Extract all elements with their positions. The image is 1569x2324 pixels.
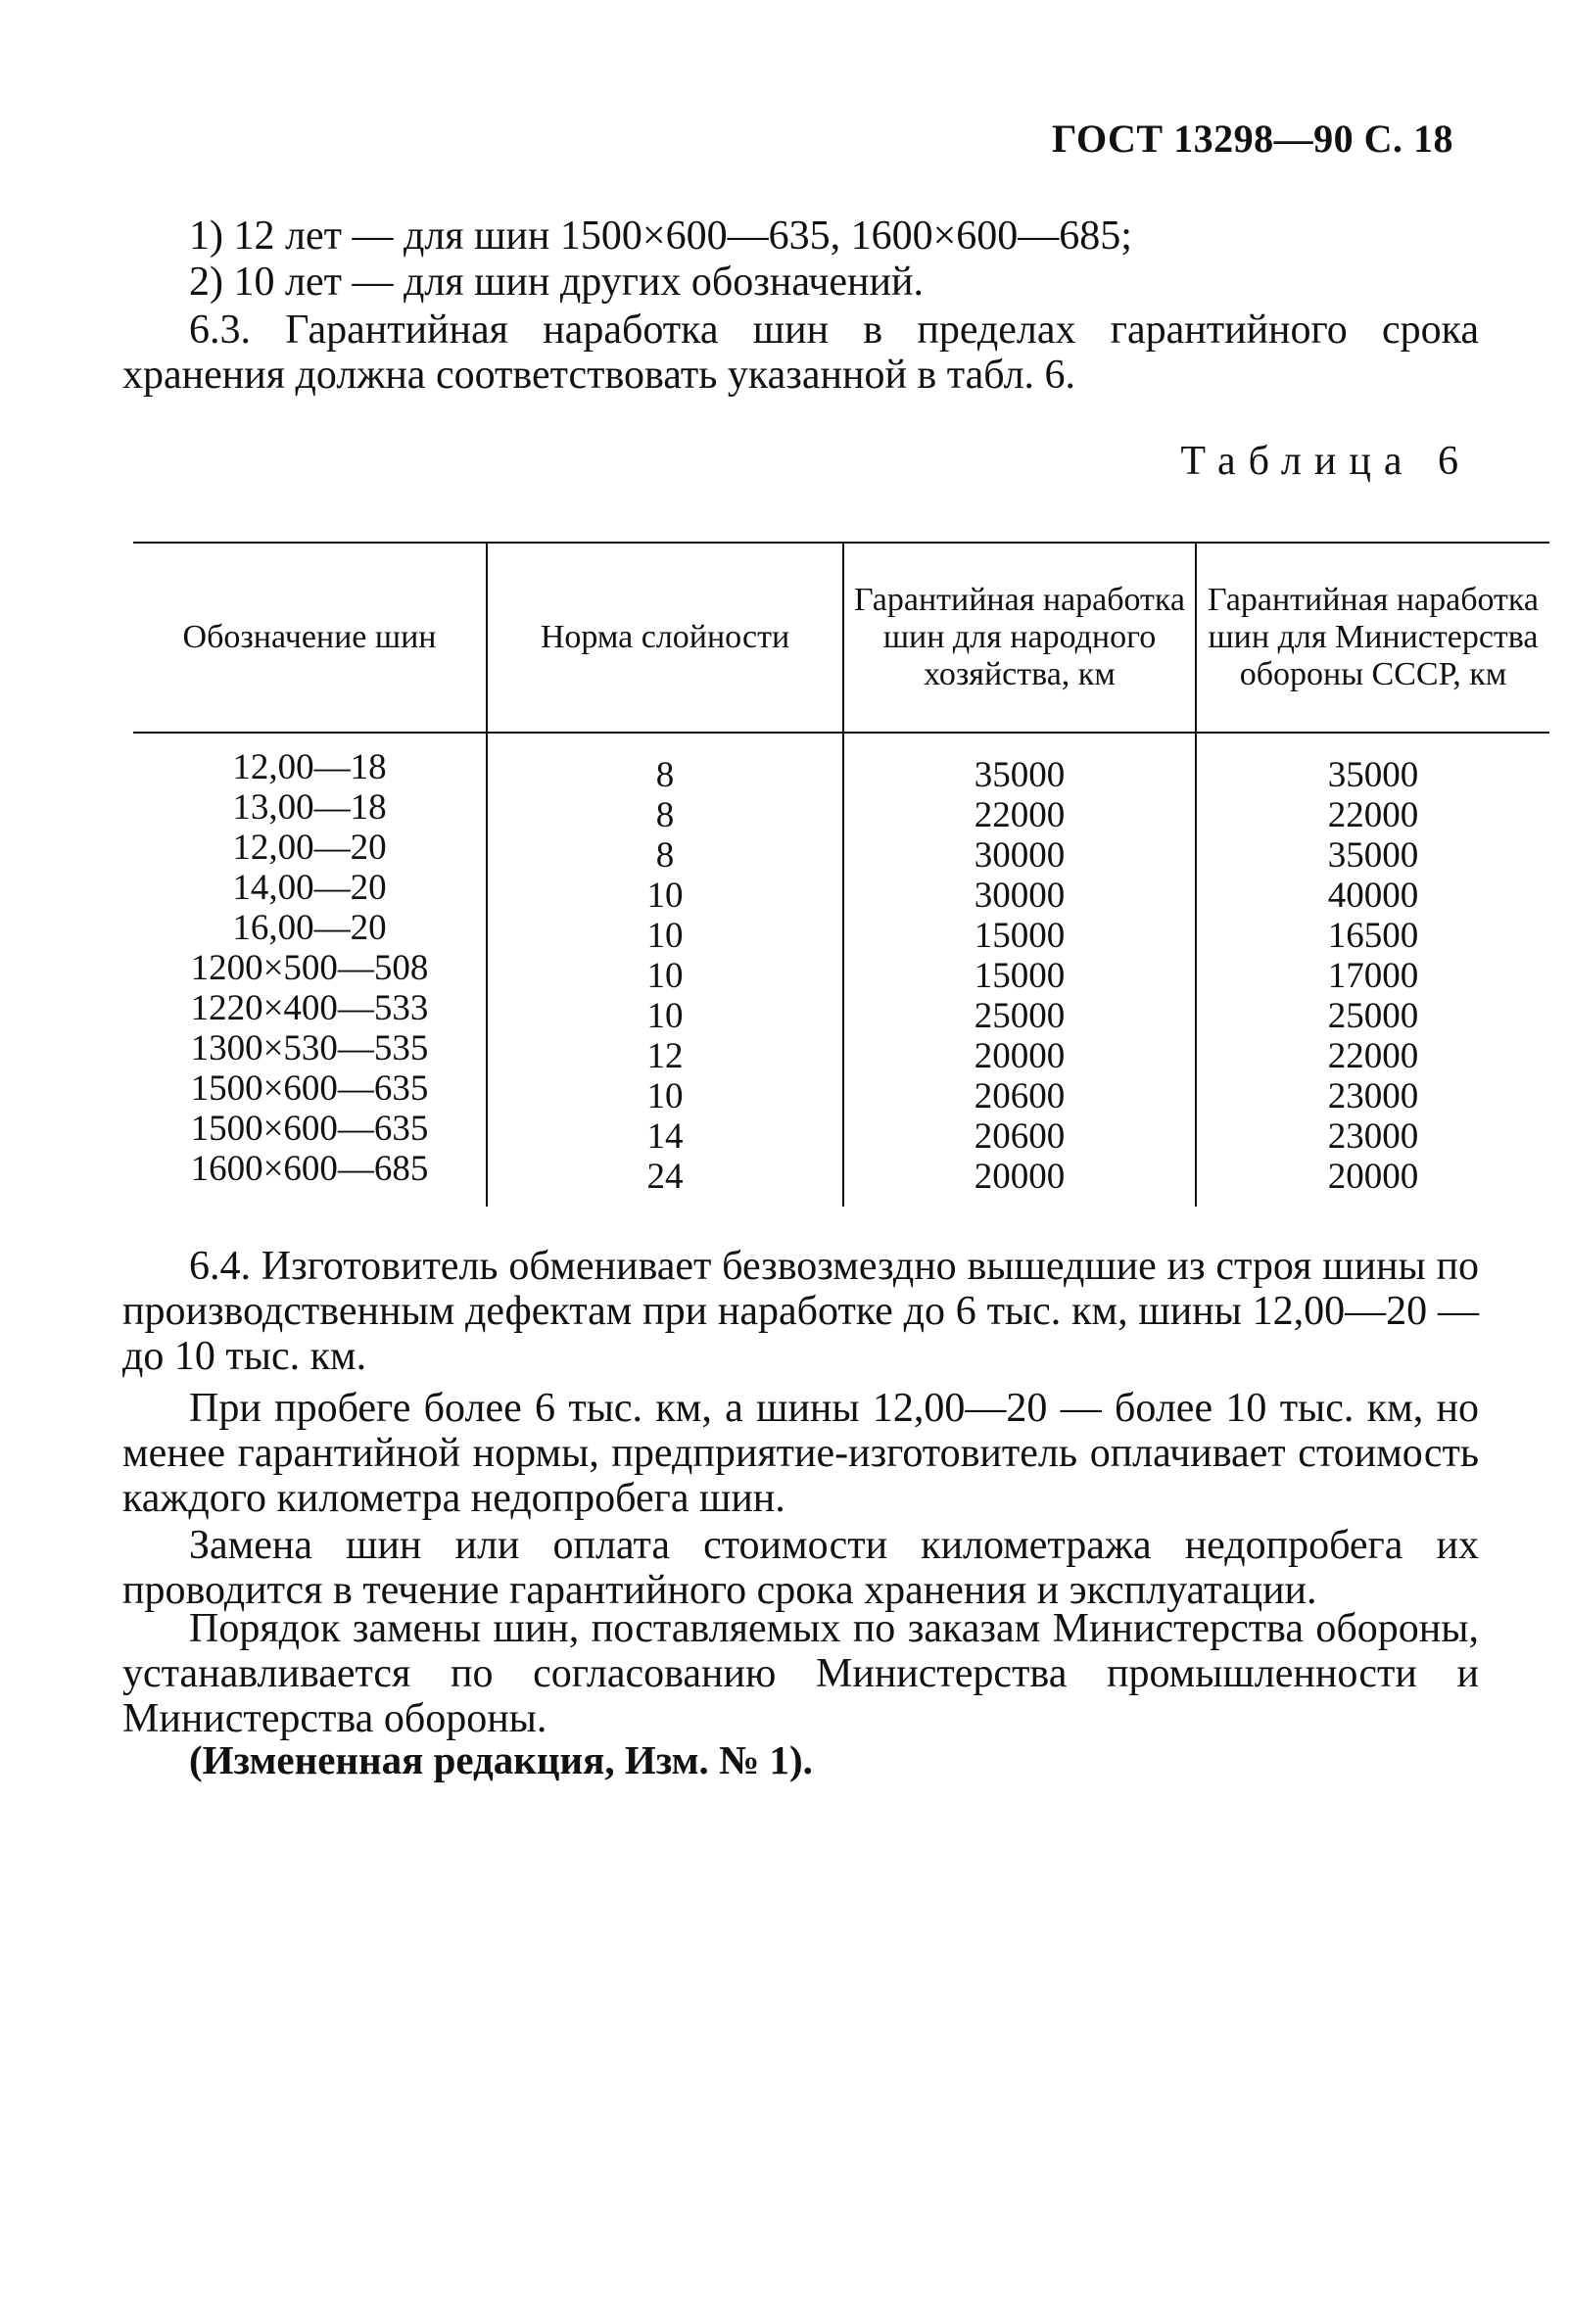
cell-national: 20000	[974, 1036, 1066, 1076]
cell-national: 15000	[974, 916, 1066, 956]
national-column	[843, 733, 1196, 1207]
cell-ply: 24	[646, 1157, 684, 1197]
cell-ply: 10	[646, 996, 684, 1036]
paragraph-replacement: Замена шин или оплата стоимости километража недопробега их проводится в течение гарантийного срока хранения и эксплуатации.	[122, 1523, 1479, 1613]
warranty-table	[133, 542, 1549, 1207]
cell-ply: 8	[655, 835, 675, 876]
amendment-note: (Измененная редакция, Изм. № 1).	[189, 1737, 813, 1782]
cell-defense: 40000	[1327, 876, 1419, 916]
cell-ply: 8	[655, 795, 675, 835]
cell-designation: 14,00—20	[232, 868, 387, 908]
header-ply: Норма слойности	[487, 543, 843, 733]
cell-defense: 35000	[1327, 755, 1419, 795]
cell-national: 35000	[974, 755, 1066, 795]
cell-national: 22000	[974, 795, 1066, 835]
cell-ply: 8	[655, 755, 675, 795]
cell-ply: 12	[646, 1036, 684, 1076]
cell-national: 20600	[974, 1116, 1066, 1157]
paragraph-6-4: 6.4. Изготовитель обменивает безвозмездно вышедшие из строя шины по производственным дефектам при наработке до 6 тыс. км, шины 12,00—20 — до 10 тыс. км.	[122, 1244, 1479, 1379]
cell-ply: 10	[646, 1076, 684, 1116]
cell-defense: 25000	[1327, 996, 1419, 1036]
cell-national: 30000	[974, 835, 1066, 876]
cell-defense: 23000	[1327, 1076, 1419, 1116]
cell-designation: 1200×500—508	[190, 948, 429, 988]
cell-national: 30000	[974, 876, 1066, 916]
table-header-row	[133, 543, 1549, 733]
header-national: Гарантийная наработка шин для народного хозяйства, км	[843, 543, 1196, 733]
header-defense: Гарантийная наработка шин для Министерства обороны СССР, км	[1196, 543, 1549, 733]
cell-national: 25000	[974, 996, 1066, 1036]
cell-designation: 1600×600—685	[190, 1149, 429, 1189]
cell-national: 20600	[974, 1076, 1066, 1116]
cell-ply: 10	[646, 876, 684, 916]
cell-ply: 10	[646, 956, 684, 996]
cell-defense: 20000	[1327, 1157, 1419, 1197]
cell-defense: 16500	[1327, 916, 1419, 956]
cell-designation: 1500×600—635	[190, 1068, 429, 1109]
cell-ply: 10	[646, 916, 684, 956]
cell-designation: 1500×600—635	[190, 1109, 429, 1149]
table-title: Таблица 6	[1180, 439, 1471, 484]
cell-designation: 1300×530—535	[190, 1028, 429, 1068]
cell-designation: 12,00—18	[232, 747, 387, 787]
cell-designation: 16,00—20	[232, 908, 387, 948]
cell-national: 15000	[974, 956, 1066, 996]
cell-designation: 13,00—18	[232, 787, 387, 828]
ply-column	[487, 733, 843, 1207]
cell-defense: 17000	[1327, 956, 1419, 996]
cell-designation: 1220×400—533	[190, 988, 429, 1028]
cell-defense: 23000	[1327, 1116, 1419, 1157]
cell-designation: 12,00—20	[232, 828, 387, 868]
cell-national: 20000	[974, 1157, 1066, 1197]
table-body-row	[133, 733, 1549, 1207]
cell-defense: 35000	[1327, 835, 1419, 876]
running-title: ГОСТ 13298—90 С. 18	[1051, 117, 1453, 161]
header-designation: Обозначение шин	[133, 543, 487, 733]
paragraph-procedure: Порядок замены шин, поставляемых по заказам Министерства обороны, устанавливается по согласованию Министерства промышленности и Министерства обороны.	[122, 1606, 1479, 1741]
cell-defense: 22000	[1327, 1036, 1419, 1076]
paragraph-6-3: 6.3. Гарантийная наработка шин в пределах гарантийного срока хранения должна соответствовать указанной в табл. 6.	[122, 308, 1479, 398]
paragraph-mileage: При пробеге более 6 тыс. км, а шины 12,00—20 — более 10 тыс. км, но менее гарантийной нормы, предприятие-изготовитель оплачивает стоимость каждого километра недопробега шин.	[122, 1386, 1479, 1521]
list-item-2: 2) 10 лет — для шин других обозначений.	[189, 260, 924, 305]
cell-ply: 14	[646, 1116, 684, 1157]
defense-column	[1196, 733, 1549, 1207]
designation-column	[133, 733, 487, 1207]
cell-defense: 22000	[1327, 795, 1419, 835]
list-item-1: 1) 12 лет — для шин 1500×600—635, 1600×600—685;	[189, 213, 1132, 259]
